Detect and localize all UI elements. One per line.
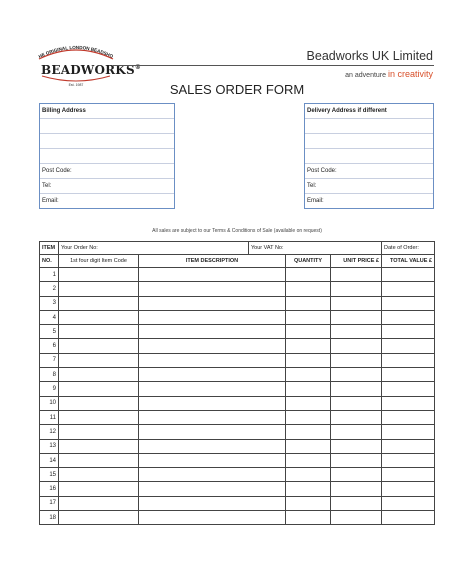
- order-line-row: [40, 296, 435, 310]
- quantity-cell[interactable]: [286, 382, 331, 396]
- order-line-row: [40, 425, 435, 439]
- billing-post-code-field[interactable]: Post Code:: [40, 164, 174, 179]
- total-value-cell[interactable]: [382, 439, 435, 453]
- item-code-cell[interactable]: [59, 353, 139, 367]
- item-description-cell[interactable]: [139, 339, 286, 353]
- billing-address-line-1[interactable]: [40, 119, 174, 134]
- quantity-cell[interactable]: [286, 353, 331, 367]
- order-line-row: [40, 368, 435, 382]
- item-description-cell[interactable]: [139, 310, 286, 324]
- item-description-cell[interactable]: [139, 482, 286, 496]
- no-label: NO.: [40, 255, 59, 268]
- delivery-address-line-1[interactable]: [305, 119, 433, 134]
- billing-email-field[interactable]: Email:: [42, 198, 59, 204]
- billing-tel-field[interactable]: Tel:: [40, 179, 174, 194]
- logo-arc-text: [36, 40, 116, 60]
- total-value-cell[interactable]: [382, 425, 435, 439]
- line-number: 17: [40, 496, 59, 510]
- delivery-address-box[interactable]: [304, 103, 434, 209]
- total-value-cell[interactable]: [382, 339, 435, 353]
- unit-price-cell[interactable]: [331, 282, 382, 296]
- quantity-cell[interactable]: [286, 368, 331, 382]
- delivery-address-heading: Delivery Address if different: [305, 104, 433, 119]
- line-number: 15: [40, 468, 59, 482]
- unit-price-cell[interactable]: [331, 368, 382, 382]
- unit-price-cell[interactable]: [331, 296, 382, 310]
- order-line-row: [40, 453, 435, 467]
- total-value-cell[interactable]: [382, 482, 435, 496]
- item-description-cell[interactable]: [139, 353, 286, 367]
- form-title: SALES ORDER FORM: [169, 82, 305, 97]
- unit-price-cell[interactable]: [331, 268, 382, 282]
- col-unit-price-header: UNIT PRICE £: [331, 255, 382, 268]
- total-value-cell[interactable]: [382, 296, 435, 310]
- item-code-cell[interactable]: [59, 339, 139, 353]
- item-description-cell[interactable]: [139, 468, 286, 482]
- line-number: 1: [40, 268, 59, 282]
- line-number: 6: [40, 339, 59, 353]
- line-number: 8: [40, 368, 59, 382]
- order-line-row: [40, 339, 435, 353]
- item-code-cell[interactable]: [59, 482, 139, 496]
- col-item-code-header: 1st four digit Item Code: [59, 255, 139, 268]
- line-number: 10: [40, 396, 59, 410]
- item-code-cell[interactable]: [59, 410, 139, 424]
- unit-price-cell[interactable]: [331, 425, 382, 439]
- line-number: 2: [40, 282, 59, 296]
- item-description-cell[interactable]: [139, 282, 286, 296]
- unit-price-cell[interactable]: [331, 382, 382, 396]
- unit-price-cell[interactable]: [331, 325, 382, 339]
- logo-brand-name: BEADWORKS®: [41, 63, 142, 77]
- quantity-cell[interactable]: [286, 425, 331, 439]
- company-name: Beadworks UK Limited: [306, 49, 433, 63]
- order-line-row: [40, 353, 435, 367]
- item-code-cell[interactable]: [59, 468, 139, 482]
- item-description-cell[interactable]: [139, 368, 286, 382]
- quantity-cell[interactable]: [286, 282, 331, 296]
- col-quantity-header: QUANTITY: [286, 255, 331, 268]
- line-number: 13: [40, 439, 59, 453]
- item-description-cell[interactable]: [139, 268, 286, 282]
- header-divider: [113, 65, 434, 66]
- line-number: 5: [40, 325, 59, 339]
- line-number: 18: [40, 511, 59, 525]
- total-value-cell[interactable]: [382, 468, 435, 482]
- quantity-cell[interactable]: [286, 396, 331, 410]
- item-label: ITEM: [40, 242, 59, 255]
- col-description-header: ITEM DESCRIPTION: [139, 255, 286, 268]
- unit-price-cell[interactable]: [331, 353, 382, 367]
- item-code-cell[interactable]: [59, 282, 139, 296]
- item-code-cell[interactable]: [59, 268, 139, 282]
- order-line-row: [40, 482, 435, 496]
- quantity-cell[interactable]: [286, 482, 331, 496]
- quantity-cell[interactable]: [286, 325, 331, 339]
- unit-price-cell[interactable]: [331, 511, 382, 525]
- item-description-cell[interactable]: [139, 453, 286, 467]
- item-code-cell[interactable]: [59, 325, 139, 339]
- order-line-row: [40, 310, 435, 324]
- unit-price-cell[interactable]: [331, 310, 382, 324]
- quantity-cell[interactable]: [286, 496, 331, 510]
- item-code-cell[interactable]: [59, 439, 139, 453]
- order-line-row: [40, 382, 435, 396]
- total-value-cell[interactable]: [382, 268, 435, 282]
- item-code-cell[interactable]: [59, 511, 139, 525]
- quantity-cell[interactable]: [286, 439, 331, 453]
- total-value-cell[interactable]: [382, 410, 435, 424]
- terms-note: All sales are subject to our Terms & Conditions of Sale (available on request): [152, 228, 322, 234]
- col-total-value-header: TOTAL VALUE £: [382, 255, 435, 268]
- quantity-cell[interactable]: [286, 511, 331, 525]
- delivery-address-line-2[interactable]: [305, 134, 433, 149]
- order-line-row: [40, 410, 435, 424]
- item-description-cell[interactable]: [139, 496, 286, 510]
- quantity-cell[interactable]: [286, 453, 331, 467]
- billing-address-line-3[interactable]: [40, 149, 174, 164]
- billing-address-box[interactable]: [39, 103, 175, 209]
- column-header-row: [40, 255, 435, 268]
- order-items-table: [39, 241, 435, 525]
- unit-price-cell[interactable]: [331, 496, 382, 510]
- item-code-cell[interactable]: [59, 425, 139, 439]
- unit-price-cell[interactable]: [331, 453, 382, 467]
- order-line-row: [40, 268, 435, 282]
- delivery-email-field[interactable]: Email:: [307, 198, 324, 204]
- total-value-cell[interactable]: [382, 368, 435, 382]
- tagline-accent: in creativity: [387, 69, 433, 79]
- line-number: 3: [40, 296, 59, 310]
- quantity-cell[interactable]: [286, 339, 331, 353]
- item-code-cell[interactable]: [59, 382, 139, 396]
- item-description-cell[interactable]: [139, 296, 286, 310]
- item-code-cell[interactable]: [59, 296, 139, 310]
- total-value-cell[interactable]: [382, 382, 435, 396]
- delivery-tel-field[interactable]: Tel:: [305, 179, 433, 194]
- unit-price-cell[interactable]: [331, 339, 382, 353]
- billing-address-heading: Billing Address: [40, 104, 174, 119]
- total-value-cell[interactable]: [382, 353, 435, 367]
- item-code-cell[interactable]: [59, 310, 139, 324]
- item-description-cell[interactable]: [139, 410, 286, 424]
- line-number: 14: [40, 453, 59, 467]
- order-info-row: [40, 242, 435, 255]
- total-value-cell[interactable]: [382, 310, 435, 324]
- total-value-cell[interactable]: [382, 325, 435, 339]
- unit-price-cell[interactable]: [331, 396, 382, 410]
- total-value-cell[interactable]: [382, 496, 435, 510]
- item-description-cell[interactable]: [139, 439, 286, 453]
- item-code-cell[interactable]: [59, 453, 139, 467]
- line-number: 11: [40, 410, 59, 424]
- order-line-row: [40, 282, 435, 296]
- total-value-cell[interactable]: [382, 282, 435, 296]
- item-description-cell[interactable]: [139, 382, 286, 396]
- delivery-post-code-field[interactable]: Post Code:: [305, 164, 433, 179]
- order-line-row: [40, 396, 435, 410]
- unit-price-cell[interactable]: [331, 482, 382, 496]
- quantity-cell[interactable]: [286, 296, 331, 310]
- item-description-cell[interactable]: [139, 325, 286, 339]
- unit-price-cell[interactable]: [331, 468, 382, 482]
- total-value-cell[interactable]: [382, 511, 435, 525]
- line-number: 7: [40, 353, 59, 367]
- quantity-cell[interactable]: [286, 410, 331, 424]
- your-vat-no-field[interactable]: Your VAT No:: [249, 242, 382, 255]
- line-number: 12: [40, 425, 59, 439]
- order-line-row: [40, 325, 435, 339]
- svg-text:THE ORIGINAL LONDON BEADSHOP: HE ORIGINAL LONDON BEADSHO: [37, 44, 114, 60]
- total-value-cell[interactable]: [382, 453, 435, 467]
- line-number: 4: [40, 310, 59, 324]
- item-code-cell[interactable]: [59, 368, 139, 382]
- total-value-cell[interactable]: [382, 396, 435, 410]
- billing-address-line-2[interactable]: [40, 134, 174, 149]
- order-line-row: [40, 439, 435, 453]
- item-description-cell[interactable]: [139, 511, 286, 525]
- order-line-row: [40, 511, 435, 525]
- quantity-cell[interactable]: [286, 268, 331, 282]
- item-code-cell[interactable]: [59, 396, 139, 410]
- order-line-row: [40, 496, 435, 510]
- unit-price-cell[interactable]: [331, 410, 382, 424]
- order-line-row: [40, 468, 435, 482]
- company-tagline: an adventure in creativity: [345, 69, 433, 79]
- your-order-no-field[interactable]: Your Order No:: [59, 242, 249, 255]
- date-of-order-field[interactable]: Date of Order:: [382, 242, 435, 255]
- line-number: 16: [40, 482, 59, 496]
- svg-text:Est. 1987: Est. 1987: [68, 83, 84, 87]
- line-number: 9: [40, 382, 59, 396]
- item-description-cell[interactable]: [139, 396, 286, 410]
- beadworks-logo: [36, 40, 142, 88]
- quantity-cell[interactable]: [286, 310, 331, 324]
- item-code-cell[interactable]: [59, 496, 139, 510]
- item-description-cell[interactable]: [139, 425, 286, 439]
- delivery-address-line-3[interactable]: [305, 149, 433, 164]
- unit-price-cell[interactable]: [331, 439, 382, 453]
- quantity-cell[interactable]: [286, 468, 331, 482]
